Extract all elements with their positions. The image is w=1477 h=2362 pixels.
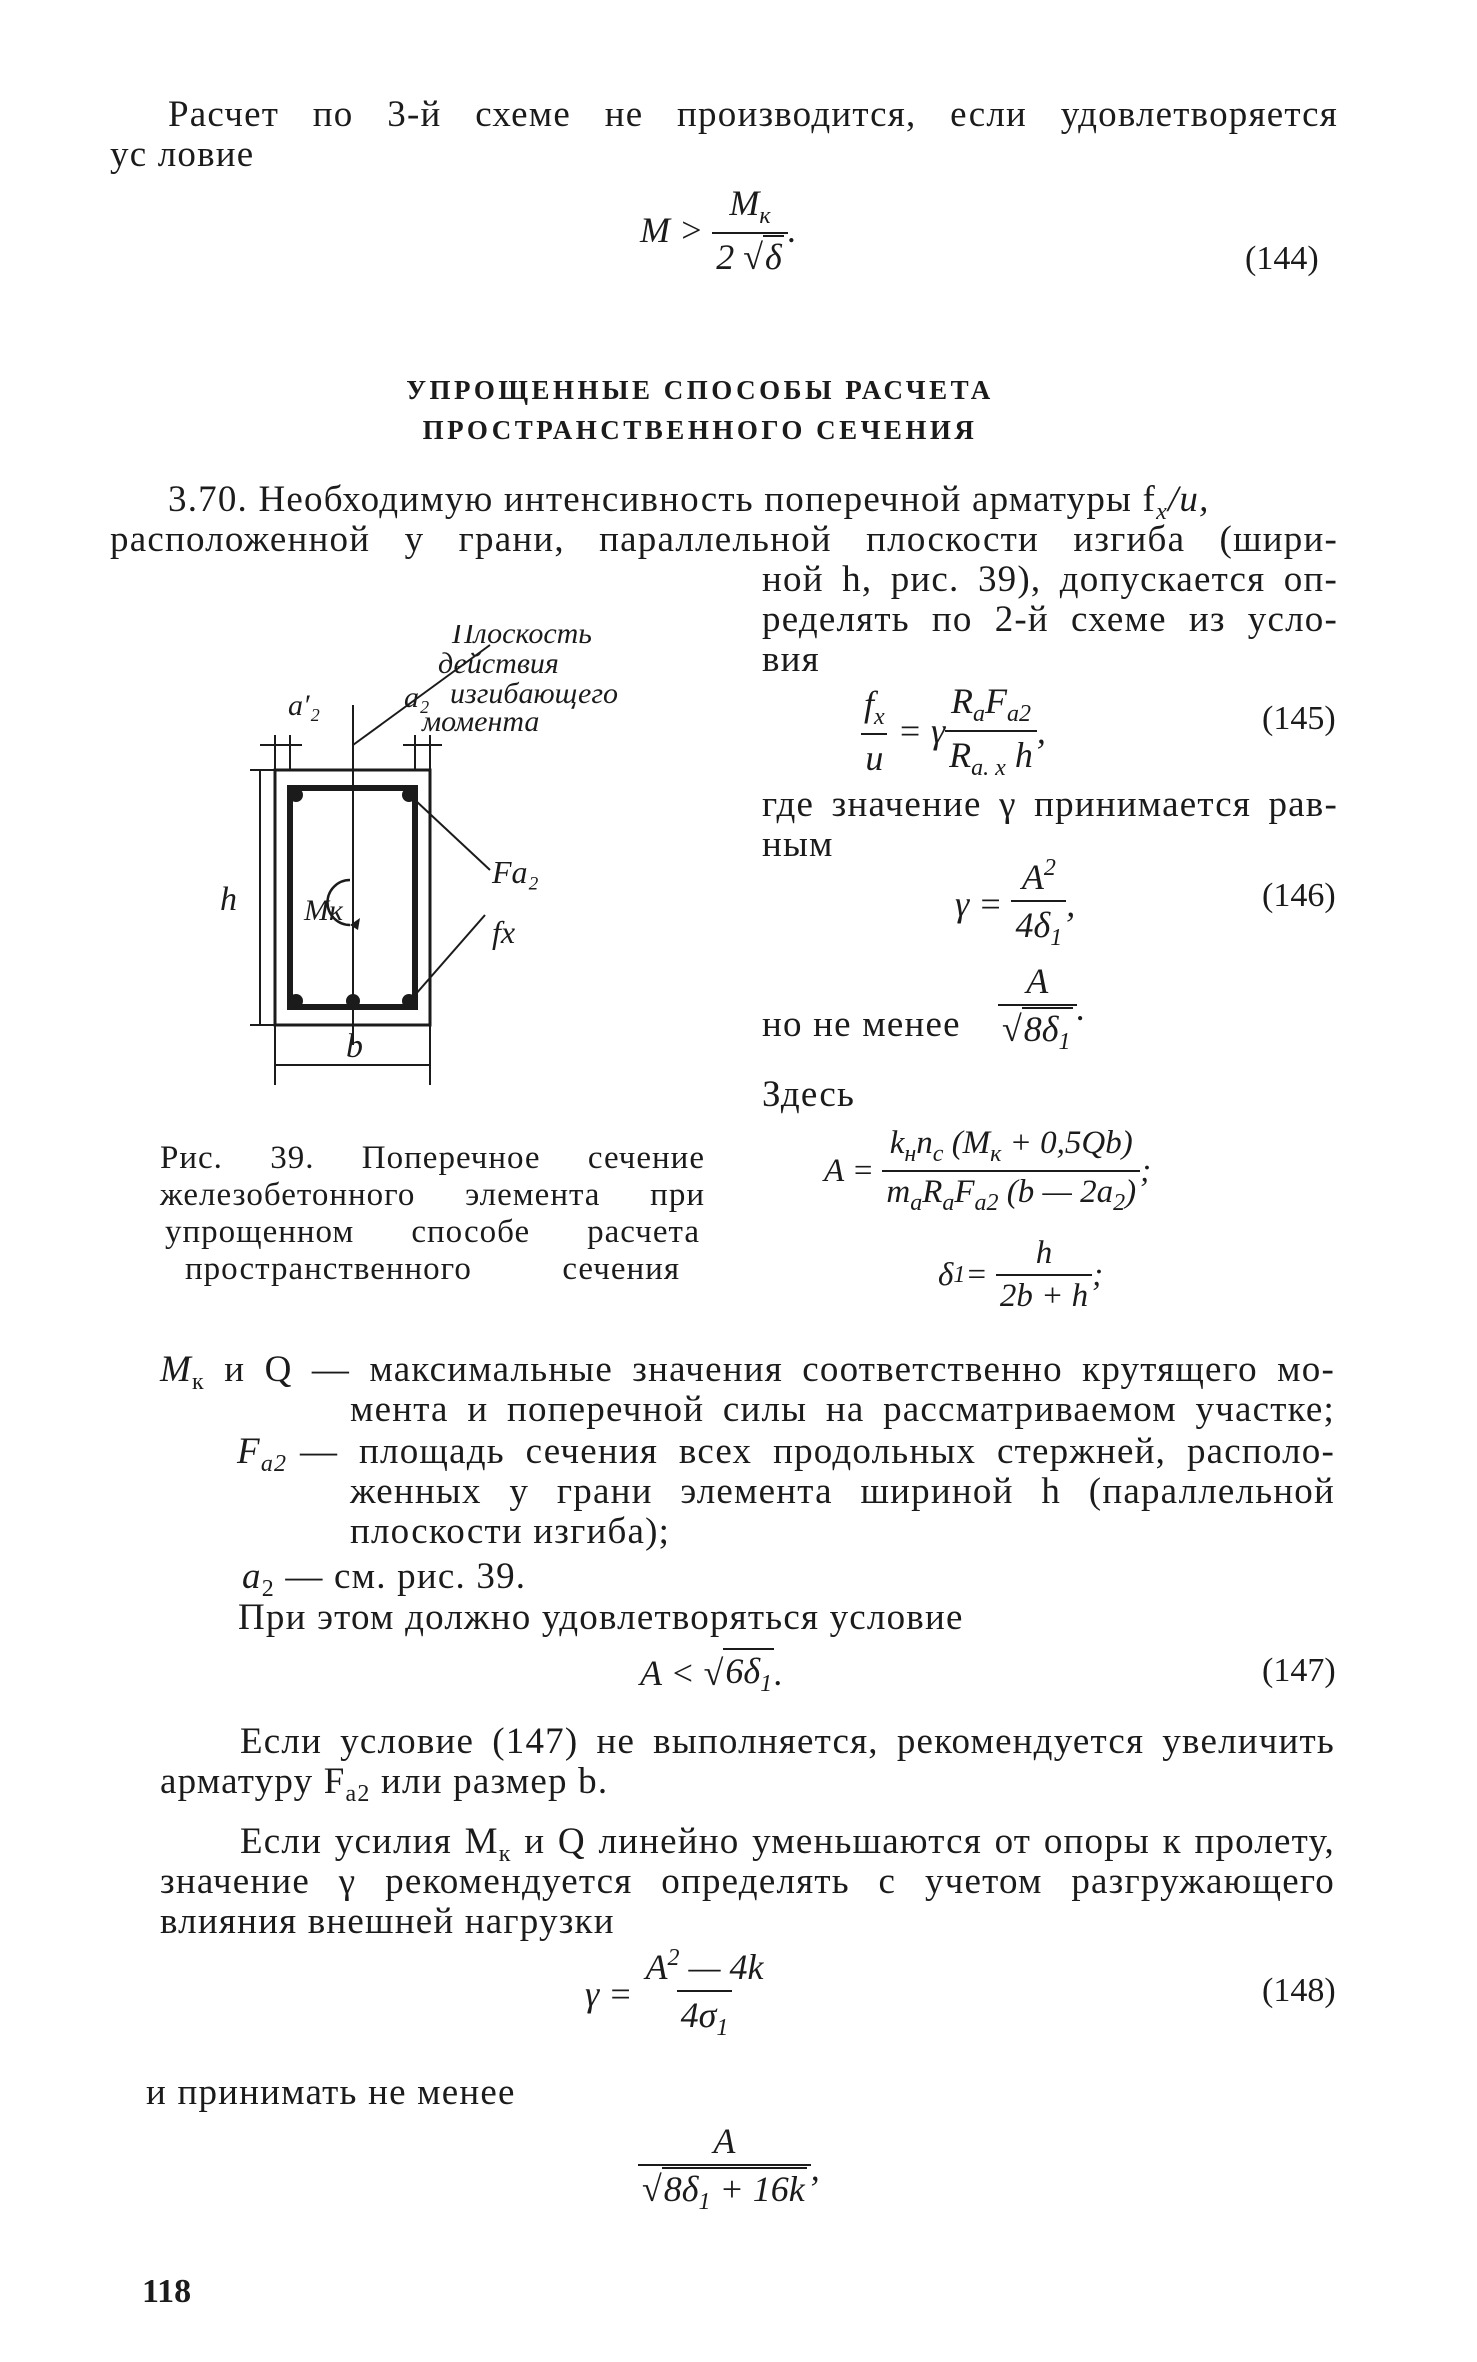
page-number: 118	[142, 2273, 192, 2310]
final-formula: $\frac{A}{√8\delta_1 + 16k}$ ,	[638, 2120, 820, 2216]
definition-fa2-line-1: — площадь сечения всех продольных стержней, располо-	[300, 1431, 1335, 1472]
figure-label-fa2: Fa₂	[492, 854, 539, 890]
figure-label-a2: a₂	[404, 681, 430, 714]
not-less-formula: $\frac{A}{√8\delta_1}$ .	[998, 960, 1086, 1056]
figure-label-h: h	[220, 881, 237, 918]
figure-label-a2-prime: a′₂	[288, 689, 320, 722]
gamma-text-line-2: ным	[762, 824, 834, 865]
intro-line-1: Расчет по 3-й схеме не производится, если удовлетворяется	[168, 94, 1338, 135]
definition-mk-q-line-1: $M_к$ и Q — максимальные значения соответственно крутящего мо-	[160, 1349, 1335, 1395]
not-less-text: но не менее	[762, 1004, 961, 1045]
equation-delta: δ 1 = $\frac{h}{2b + h}$ ;	[938, 1235, 1104, 1314]
equation-number-146: (146)	[1262, 877, 1336, 914]
section-370-line-1: 3.70. Необходимую интенсивность поперечной арматуры $f_x/u$,	[168, 479, 1210, 525]
figure-label-plane-3: изгибающего	[450, 677, 619, 710]
equation-number-144: (144)	[1245, 240, 1319, 277]
section-370-line-3: ной h, рис. 39), допускается оп-	[762, 559, 1338, 600]
here-label: Здесь	[762, 1074, 856, 1115]
section-heading-line-1: УПРОЩЕННЫЕ СПОСОБЫ РАСЧЕТА	[406, 375, 994, 405]
equation-147: A < √ $6\delta_1$ .	[640, 1648, 783, 1698]
equation-number-147: (147)	[1262, 1652, 1336, 1689]
figure-39-cross-section	[190, 625, 730, 1095]
linear-line-2: значение γ рекомендуется определять с учетом разгружающего	[160, 1861, 1335, 1902]
equation-number-148: (148)	[1262, 1972, 1336, 2009]
figure-label-fx: fx	[492, 914, 516, 950]
equation-144: M > $\frac{M_к}{2 √\delta}$ .	[640, 183, 797, 277]
condition-intro: При этом должно удовлетворяться условие	[238, 1597, 964, 1638]
figure-label-plane-4: момента	[422, 705, 540, 738]
definition-mk-q-line-2: мента и поперечной силы на рассматриваемом участке;	[350, 1389, 1335, 1430]
figure-caption-line-4: пространственного сечения	[185, 1251, 680, 1287]
figure-label-mk: Mк	[304, 894, 344, 927]
accept-line: и принимать не менее	[146, 2072, 516, 2113]
if-147-line-2: арматуру $F_{a2}$ или размер b.	[160, 1761, 609, 1807]
equation-145: $\frac{f_x}{u}$ = γ $\frac{R_aF_{a2}}{R_{a. x} h}$ ,	[860, 680, 1046, 782]
equation-number-145: (145)	[1262, 700, 1336, 737]
equation-146: γ = $\frac{A^2}{4\delta_1}$ ,	[955, 855, 1076, 951]
definition-fa2-line-3: плоскости изгиба);	[350, 1511, 671, 1552]
figure-caption-line-2: железобетонного элемента при	[160, 1177, 705, 1213]
definition-fa2-symbol: $F_{a2}$	[237, 1431, 288, 1477]
linear-line-3: влияния внешней нагрузки	[160, 1901, 615, 1942]
intro-line-2: ус ловие	[110, 134, 255, 175]
definition-fa2-line-2: женных у грани элемента шириной h (параллельной	[350, 1471, 1335, 1512]
if-147-line-1: Если условие (147) не выполняется, рекомендуется увеличить	[240, 1721, 1335, 1762]
section-370-line-2: расположенной у грани, параллельной плоскости изгиба (шири-	[110, 519, 1338, 560]
gamma-text-line-1: где значение γ принимается рав-	[762, 784, 1338, 825]
section-370-line-5: вия	[762, 639, 820, 680]
section-370-line-4: ределять по 2-й схеме из усло-	[762, 599, 1338, 640]
equation-148: γ = $\frac{A^2 — 4k}{4\sigma_1}$	[585, 1945, 764, 2041]
figure-label-plane-2: действия	[438, 647, 559, 680]
figure-caption-line-3: упрощенном способе расчета	[165, 1214, 700, 1250]
figure-label-plane-1: Плоскость	[452, 625, 592, 650]
figure-label-b: b	[346, 1028, 363, 1065]
equation-a: A = $\frac{k_нn_с (M_к + 0,5Qb)}{m_aR_aF_{a2} (b — 2a_2)}$ ;	[824, 1125, 1152, 1216]
definition-a2: $a_2$ — см. рис. 39.	[242, 1556, 527, 1602]
figure-caption-line-1: Рис. 39. Поперечное сечение	[160, 1140, 705, 1176]
section-heading-line-2: ПРОСТРАНСТВЕННОГО СЕЧЕНИЯ	[422, 415, 978, 445]
linear-line-1: Если усилия $M_к$ и Q линейно уменьшаются от опоры к пролету,	[240, 1821, 1335, 1867]
